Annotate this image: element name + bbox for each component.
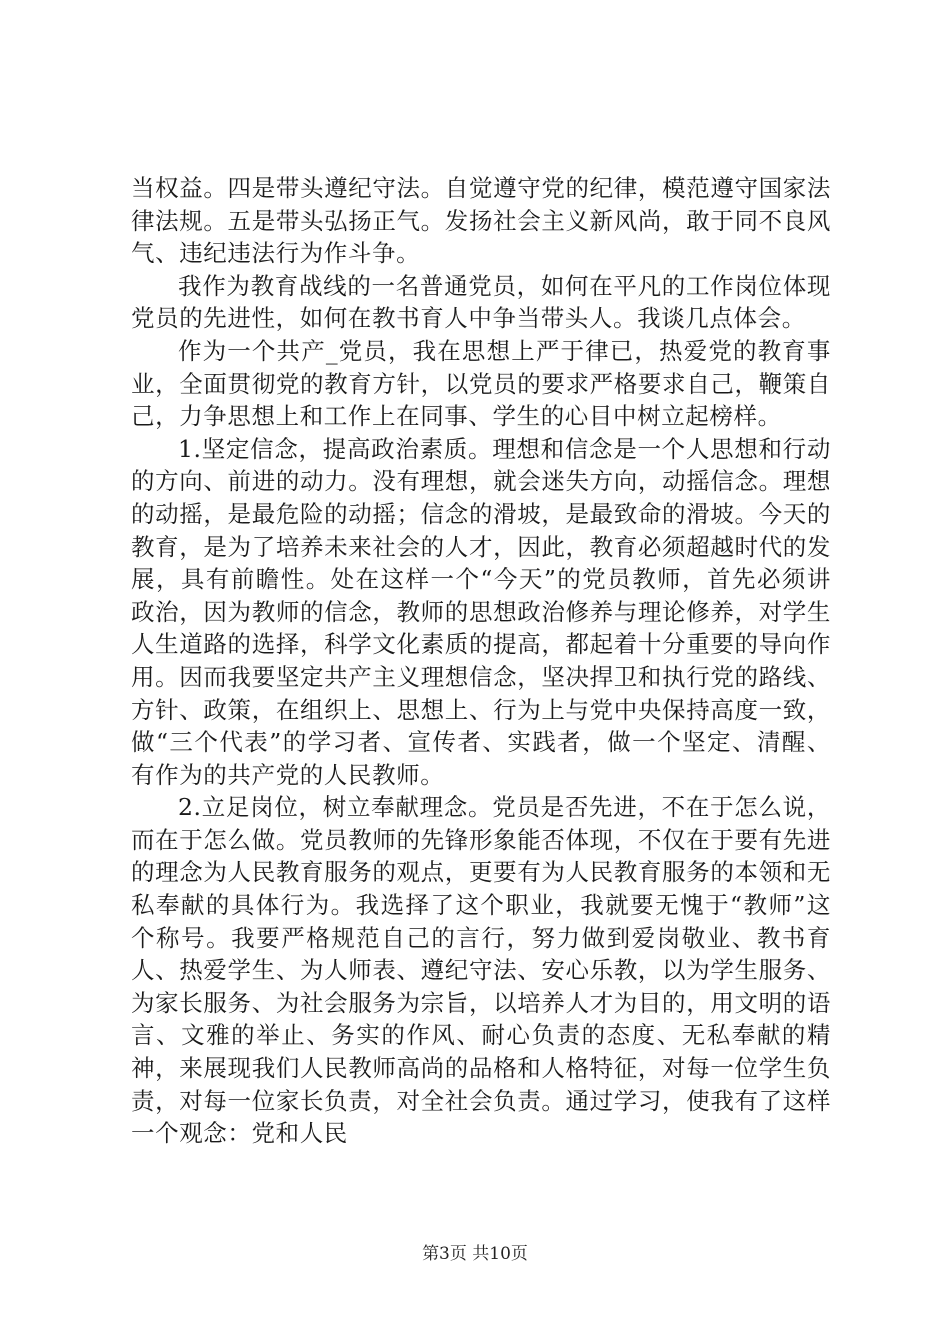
paragraph-4: 1.坚定信念，提高政治素质。理想和信念是一个人思想和行动的方向、前进的动力。没有理想，就会迷失方向，动摇信念。理想的动摇，是最危险的动摇；信念的滑坡，是最致命的滑坡。今天的教育，是为了培养未来社会的人才，因此，教育必须超越时代的发展，具有前瞻性。处在这样一个“今天”的党员教师，首先必须讲政治，因为教师的信念，教师的思想政治修养与理论修养，对学生人生道路的选择，科学文化素质的提高，都起着十分重要的导向作用。因而我要坚定共产主义理想信念，坚决捍卫和执行党的路线、方针、政策，在组织上、思想上、行为上与党中央保持高度一致，做“三个代表”的学习者、宣传者、实践者，做一个坚定、清醒、有作为的共产党的人民教师。	[131, 434, 831, 789]
paragraph-5: 2.立足岗位，树立奉献理念。党员是否先进，不在于怎么说，而在于怎么做。党员教师的先锋形象能否体现，不仅在于要有先进的理念为人民教育服务的观点，更要有为人民教育服务的本领和无私奉献的具体行为。我选择了这个职业，我就要无愧于“教师”这个称号。我要严格规范自己的言行，努力做到爱岗敬业、教书育人、热爱学生、为人师表、遵纪守法、安心乐教，以为学生服务、为家长服务、为社会服务为宗旨，以培养人才为目的，用文明的语言、文雅的举止、务实的作风、耐心负责的态度、无私奉献的精神，来展现我们人民教师高尚的品格和人格特征，对每一位学生负责，对每一位家长负责，对全社会负责。通过学习，使我有了这样一个观念：党和人民	[131, 793, 831, 1148]
paragraph-1: 当权益。四是带头遵纪守法。自觉遵守党的纪律，模范遵守国家法律法规。五是带头弘扬正气。发扬社会主义新风尚，敢于同不良风气、违纪违法行为作斗争。	[131, 174, 831, 268]
paragraph-3: 作为一个共产_党员，我在思想上严于律已，热爱党的教育事业，全面贯彻党的教育方针，以党员的要求严格要求自己，鞭策自己，力争思想上和工作上在同事、学生的心目中树立起榜样。	[131, 336, 831, 431]
page-number-footer: 第3页 共10页	[422, 1244, 528, 1264]
document-body	[131, 172, 831, 1150]
paragraph-2: 我作为教育战线的一名普通党员，如何在平凡的工作岗位体现党员的先进性，如何在教书育人中争当带头人。我谈几点体会。	[131, 271, 831, 333]
